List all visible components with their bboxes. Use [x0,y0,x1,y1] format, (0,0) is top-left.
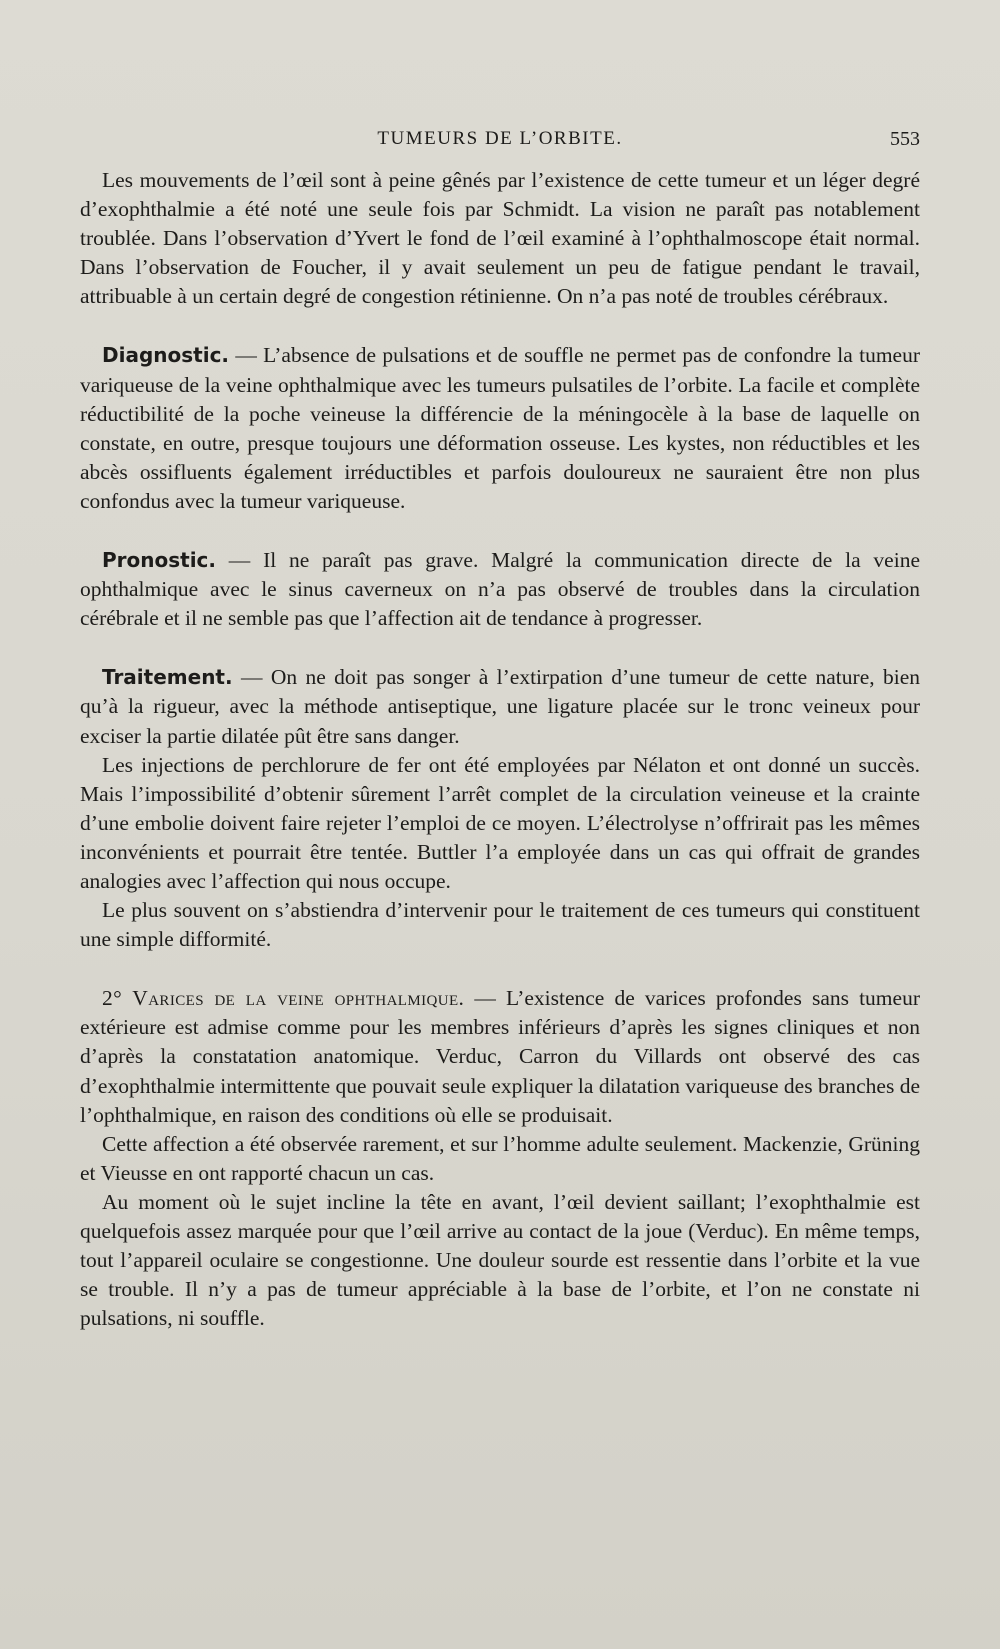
heading-traitement: Traitement. [102,665,233,690]
paragraph-moment: Au moment où le sujet incline la tête en avant, l’œil devient saillant; l’exophthalmie est quelquefois assez marquée pour que l’œil arrive au contact de la joue (Verduc). En même temps, tout l’appareil oculaire se congestionne. Une douleur sourde est ressentie dans l’orbite et la vue se trouble. Il n’y a pas de tumeur appréciable à la base de l’orbite, et l’on ne constate ni pulsations, ni souffle. [80,1189,920,1331]
paragraph-affection: Cette affection a été observée rarement, et sur l’homme adulte seulement. Mackenzie, Grüning et Vieusse en ont rapporté chacun un cas. [80,1131,920,1185]
traitement-text: — On ne doit pas songer à l’extirpation d’une tumeur de cette nature, bien qu’à la rigueur, avec la méthode antiseptique, une ligature placée sur le tronc veineux pour exciser la partie dilatée pût être sans danger. [80,665,920,748]
body-text [80,166,920,1333]
paragraph-pronostic [80,546,920,633]
paragraph-traitement [80,663,920,750]
varices-text: — L’existence de varices profondes sans tumeur extérieure est admise comme pour les membres inférieurs d’après les signes cliniques et non d’après la constatation anatomique. Verduc, Carron du Villards ont observé des cas d’exophthalmie intermittente que pouvait seule expliquer la dilatation variqueuse des branches de l’ophthalmique, en raison des conditions où elle se produisait. [80,986,921,1127]
running-head [80,128,920,158]
paragraph-diagnostic [80,341,920,516]
pronostic-text: — Il ne paraît pas grave. Malgré la communication directe de la veine ophthalmique avec le sinus caverneux on n’a pas observé de troubles dans la circulation cérébrale et il ne semble pas que l’affection ait de tendance à progresser. [80,548,920,631]
heading-pronostic: Pronostic. [102,548,217,573]
heading-varices: 2° Varices de la veine ophthalmique. [102,986,465,1011]
paragraph-symptoms: Les mouvements de l’œil sont à peine gênés par l’existence de cette tumeur et un léger degré d’exophthalmie a été noté une seule fois par Schmidt. La vision ne paraît pas notablement troublée. Dans l’observation d’Yvert le fond de l’œil examiné à l’ophthalmoscope était normal. Dans l’observation de Foucher, il y avait seulement un peu de fatigue pendant le travail, attribuable à un certain degré de congestion rétinienne. On n’a pas noté de troubles cérébraux. [80,168,920,309]
heading-diagnostic: Diagnostic. [102,343,230,368]
paragraph-abstiendra: Le plus souvent on s’abstiendra d’intervenir pour le traitement de ces tumeurs qui constituent une simple difformité. [80,898,920,952]
paragraph-injections: Les injections de perchlorure de fer ont été employées par Nélaton et ont donné un succès. Mais l’impossibilité d’obtenir sûrement l’arrêt complet de la circulation veineuse et la crainte d’une embolie doivent faire rejeter l’emploi de ce moyen. L’électrolyse n’offrirait pas les mêmes inconvénients et pourrait être tentée. Buttler l’a employée dans un cas qui offrait de grandes analogies avec l’affection qui nous occupe. [80,752,920,893]
running-head-title: TUMEURS DE L’ORBITE. [377,128,623,149]
page-number: 553 [890,128,920,150]
paragraph-varices [80,984,920,1129]
diagnostic-text: — L’absence de pulsations et de souffle ne permet pas de confondre la tumeur variqueuse de la veine ophthalmique avec les tumeurs pulsatiles de l’orbite. La facile et complète réductibilité de la poche veineuse la différencie de la méningocèle à la base de laquelle on constate, en outre, presque toujours une déformation osseuse. Les kystes, non réductibles et les abcès ossifluents également irréductibles et parfois douloureux ne sauraient être non plus confondus avec la tumeur variqueuse. [80,343,920,513]
